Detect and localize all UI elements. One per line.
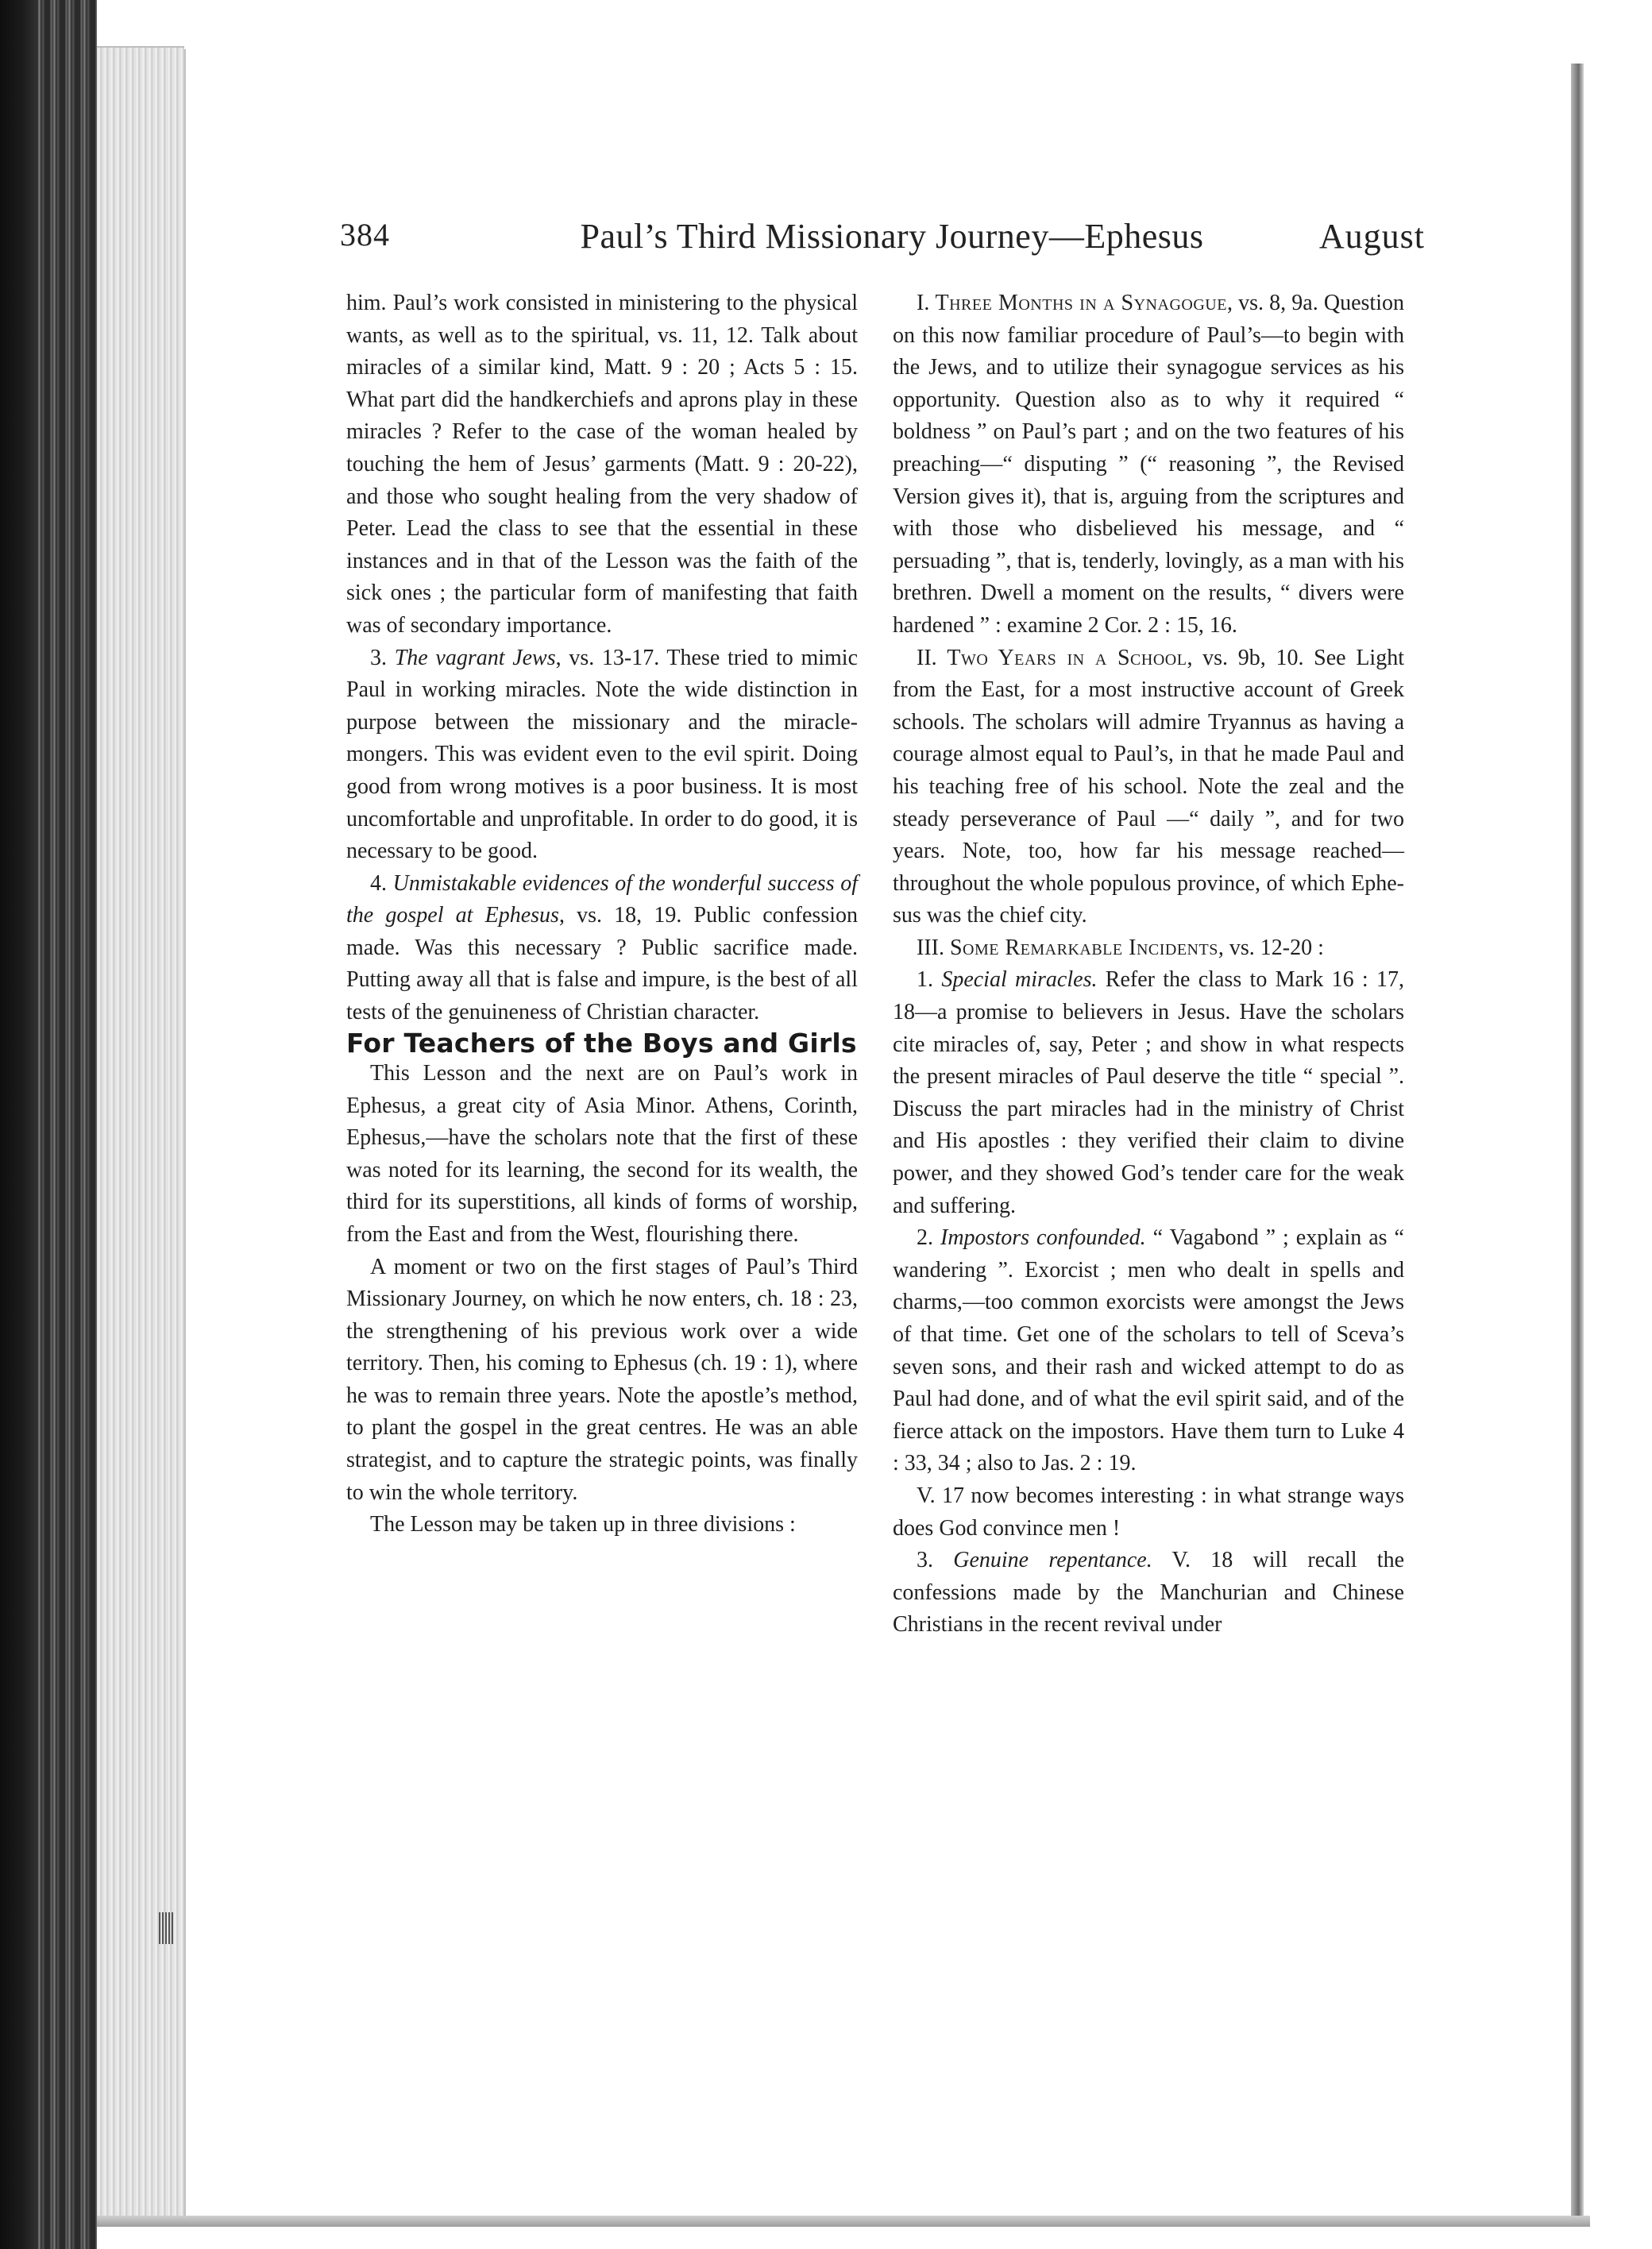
item-body: V. 18 will recall the confessions made by the Manchurian and Chinese Christians in the recent revival under [893, 1548, 1404, 1638]
item-number: 1. [917, 967, 942, 993]
header-month: August [1318, 217, 1425, 256]
subsection-heading: Two Years in a School [947, 645, 1187, 670]
item-number: I. [917, 291, 936, 315]
item-title: The vagrant Jews [394, 645, 556, 670]
spine-shadow [0, 0, 38, 2249]
right-column [893, 287, 1404, 1641]
item-number: 4. [370, 870, 393, 896]
item-title: Unmistakable evidences of the wonderful success of the gospel at Ephesus [346, 870, 858, 928]
paragraph: V. 17 now becomes interesting : in what strange ways does God convince men ! [893, 1483, 1404, 1541]
item-title: Special miracles. [941, 967, 1098, 993]
item-body: “ Vagabond ” ; explain as “ wandering ”. Exorcist ; men who dealt in spells and charms,—too common exorcists were amongst the Jews of that time. Get one of the scholars to tell of Sceva’s seven sons, and their rash and wicked attempt to do as Paul had done, and of what the evil spirit said, and of the fierce attack on the impostors. Have them turn to Luke 4 : 33, 34 ; also to Jas. 2 : 19. [893, 1225, 1404, 1476]
scan-background [1584, 0, 1652, 2249]
item-body: , vs. 8, 9a. Question on this now familiar procedure of Paul’s—to begin with the Jews, and to utilize their synagogue services as his opportunity. Question also as to why it required “ boldness ” on Paul’s part ; and on the two features of his preaching—“ disputing ” (“ reasoning ”, the Revised Version gives it), that is, arguing from the scriptures and with those who disbelieved his message, and “ persuading ”, that is, tenderly, lovingly, as a man with his brethren. Dwell a moment on the results, “ divers were hardened ” : examine 2 Cor. 2 : 15, 16. [893, 291, 1404, 638]
item-number: 3. [370, 645, 395, 670]
left-column [346, 287, 858, 1541]
paragraph [893, 1222, 1404, 1480]
item-number: II. [917, 645, 948, 670]
item-title: Genuine repentance. [953, 1548, 1152, 1573]
margin-mark [159, 1912, 173, 1944]
paragraph [893, 964, 1404, 1222]
paragraph [346, 868, 858, 1029]
page-edge-bottom [97, 2216, 1590, 2227]
paragraph: This Lesson and the next are on Paul’s work in Ephesus, a great city of Asia Minor. Athens, Corinth, Ephesus,—have the scholars note that the first of these was noted for its learning, the second for its wealth, the third for its superstitions, all kinds of forms of worship, from the East and from the West, flourishing there. [346, 1060, 858, 1247]
paragraph [346, 642, 858, 868]
section-heading: For Teachers of the Boys and Girls [346, 1027, 857, 1059]
paragraph [893, 287, 1404, 642]
item-number: 3. [917, 1548, 954, 1573]
item-number: 2. [917, 1225, 941, 1251]
paragraph [893, 932, 1404, 965]
running-title: Paul’s Third Missionary Journey—Ephesus [580, 217, 1204, 256]
item-body: , vs. 13-17. These tried to mimic Paul in working miracles. Note the wide distinction in purpose between the missionary and the miracle-mongers. This was evident even to the evil spirit. Doing good from wrong motives is a poor business. It is most uncomfortable and unprofitable. In order to do good, it is necessary to be good. [346, 645, 858, 864]
subsection-heading: Three Months in a Synagogue [935, 291, 1227, 315]
page-right-edge [1571, 64, 1584, 2224]
item-body: Refer the class to Mark 16 : 17, 18—a promise to believers in Jesus. Have the scholars cite miracles of, say, Peter ; and show in what respects the present miracles of Paul deserve the title “ special ”. Discuss the part miracles had in the ministry of Christ and His apostles : they verified their claim to divine power, and they showed God’s tender care for the weak and suffering. [893, 967, 1404, 1218]
item-number: III. [917, 935, 950, 960]
item-title: Impostors confounded. [940, 1225, 1146, 1251]
paragraph: The Lesson may be taken up in three divisions : [370, 1512, 796, 1537]
paragraph: A moment or two on the first stages of Paul’s Third Missionary Journey, on which he now enters, ch. 18 : 23, the strengthening of his previous work over a wide territory. Then, his coming to Ephesus (ch. 19 : 1), where he was to remain three years. Note the apostle’s method, to plant the gospel in the great centres. He was an able strategist, and to capture the strategic points, was finally to win the whole territory. [346, 1254, 858, 1505]
paragraph: him. Paul’s work consisted in ministering to the physical wants, as well as to the spiritual, vs. 11, 12. Talk about miracles of a similar kind, Matt. 9 : 20 ; Acts 5 : 15. What part did the handkerchiefs and aprons play in these miracles ? Refer to the case of the woman healed by touching the hem of Jesus’ garments (Matt. 9 : 20-22), and those who sought healing from the very shadow of Peter. Lead the class to see that the essential in these instances and in that of the Lesson was the faith of the sick ones ; the particular form of manifesting that faith was of secondary importance. [346, 291, 858, 638]
paragraph [893, 642, 1404, 932]
paragraph [893, 1545, 1404, 1641]
subsection-heading: Some Remarkable Incidents [949, 935, 1218, 960]
item-body: , vs. 18, 19. Public confession made. Was this necessary ? Public sacrifice made. Putting away all that is false and impure, is the best of all tests of the genuineness of Christian character. [346, 903, 858, 1025]
item-body: , vs. 12-20 : [1218, 935, 1324, 960]
item-body: , vs. 9b, 10. See Light from the East, for a most instructive account of Greek schools. The scholars will admire Tryannus as having a courage almost equal to Paul’s, in that he made Paul and his teaching free of his school. Note the zeal and the steady perseverance of Paul —“ daily ”, and for two years. Note, too, how far his message reached—throughout the whole populous province, of which Ephesus was the chief city. [893, 645, 1404, 928]
page-edges-stack [97, 48, 184, 2220]
page-number: 384 [340, 217, 390, 253]
running-header [340, 216, 1425, 267]
